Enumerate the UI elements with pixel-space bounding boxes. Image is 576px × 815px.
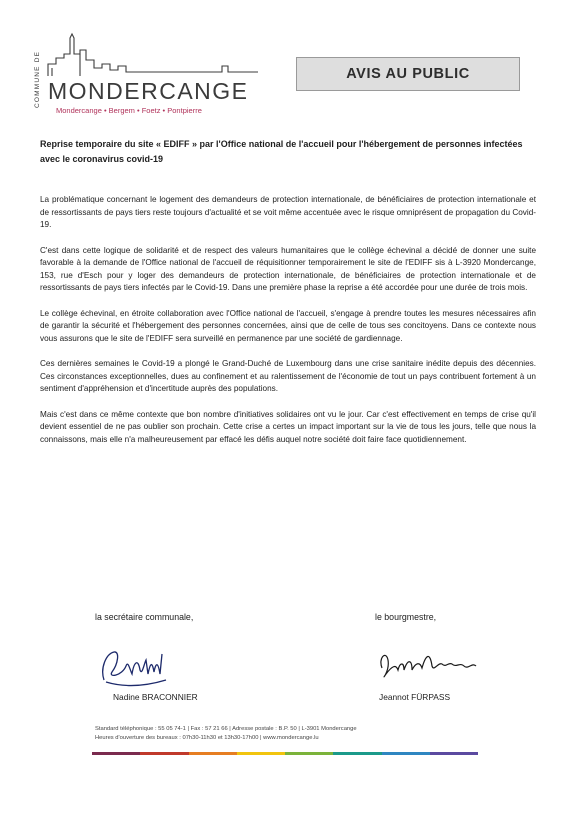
- paragraph: C'est dans cette logique de solidarité et de respect des valeurs humanitaires que le collège échevinal a décidé de donner une suite favorable à la demande de l'Office national de l'accueil de réquisitionner temporairement le site de l'EDIFF sis à L-3920 Mondercange, 153, rue d'Esch pour y loger des demandeurs de protection internationale, de bénéficiaires de protection internationale et de ressortissants de pays tiers infectés par le Covid-19. Dans une première phase la reprise a été accordée pour une durée de trois mois.: [40, 245, 536, 292]
- stripe-segment: [382, 752, 430, 755]
- footer-line: Standard téléphonique : 55 05 74-1 | Fax : 57 21 66 | Adresse postale : B.P. 50 | L-3901 Mondercange: [95, 726, 357, 732]
- stripe-segment: [285, 752, 333, 755]
- stripe-segment: [237, 752, 285, 755]
- localities-line: Mondercange • Bergem • Foetz • Pontpierre: [56, 106, 202, 115]
- castle-skyline-icon: [22, 24, 262, 84]
- commune-name: MONDERCANGE: [48, 78, 249, 104]
- stripe-segment: [333, 752, 381, 755]
- notice-banner: [296, 57, 520, 91]
- paragraph: Mais c'est dans ce même contexte que bon nombre d'initiatives solidaires ont vu le jour. Car c'est effectivement en temps de crise qu'il devient essentiel de ne pas oublier son prochain. Cette crise a certes un impact important sur la vie de tous les jours, telle que nous la connaissons, mais elle n'a malheureusement par effacé les défis auquel notre société doit faire face quotidiennement.: [40, 409, 536, 444]
- paragraph: La problématique concernant le logement des demandeurs de protection internationale, de bénéficiaires de protection internationale et de ressortissants de pays tiers reste toujours d'actualité et se voit même accentuée avec le risque omniprésent de propagation du Covid-19.: [40, 195, 536, 229]
- stripe-segment: [189, 752, 237, 755]
- footer-contact: [95, 725, 357, 743]
- stripe-segment: [92, 752, 140, 755]
- commune-logo: [22, 24, 262, 114]
- color-stripe: [92, 752, 478, 755]
- paragraph: Le collège échevinal, en étroite collaboration avec l'Office national de l'accueil, s'engage à prendre toutes les mesures nécessaires afin de garantir la sécurité et l'hébergement des personnes concernées, ainsi que de celle de tous ses concitoyens. Dans ce contexte nous vous assurons que le site de l'EDIFF sera surveillé en permanence par une société de gardiennage.: [40, 308, 536, 343]
- stripe-segment: [430, 752, 478, 755]
- commune-label: COMMUNE DE: [34, 50, 41, 108]
- stripe-segment: [140, 752, 188, 755]
- secretary-name: Nadine BRACONNIER: [113, 692, 198, 702]
- secretary-signature: [96, 640, 186, 695]
- footer-line: Heures d'ouverture des bureaux : 07h30-11h30 et 13h30-17h00 | www.mondercange.lu: [95, 735, 319, 741]
- secretary-role: la secrétaire communale,: [95, 612, 194, 622]
- document-title: Reprise temporaire du site « EDIFF » par l'Office national de l'accueil pour l'hébergement de personnes infectées avec le coronavirus covid-19: [40, 139, 523, 164]
- mayor-role: le bourgmestre,: [375, 612, 437, 622]
- document-body: [40, 194, 536, 459]
- mayor-name: Jeannot FÜRPASS: [379, 692, 451, 702]
- mayor-signature: [372, 638, 482, 688]
- paragraph: Ces dernières semaines le Covid-19 a plongé le Grand-Duché de Luxembourg dans une crise sanitaire inédite depuis des décennies. Ces circonstances exceptionnelles, dues au confinement et au ralentissement de l'économie de tout un pays contribuent fortement à un sentiment d'appréhension et d'incertitude auprès des populations.: [40, 359, 536, 393]
- notice-title: AVIS AU PUBLIC: [346, 66, 470, 82]
